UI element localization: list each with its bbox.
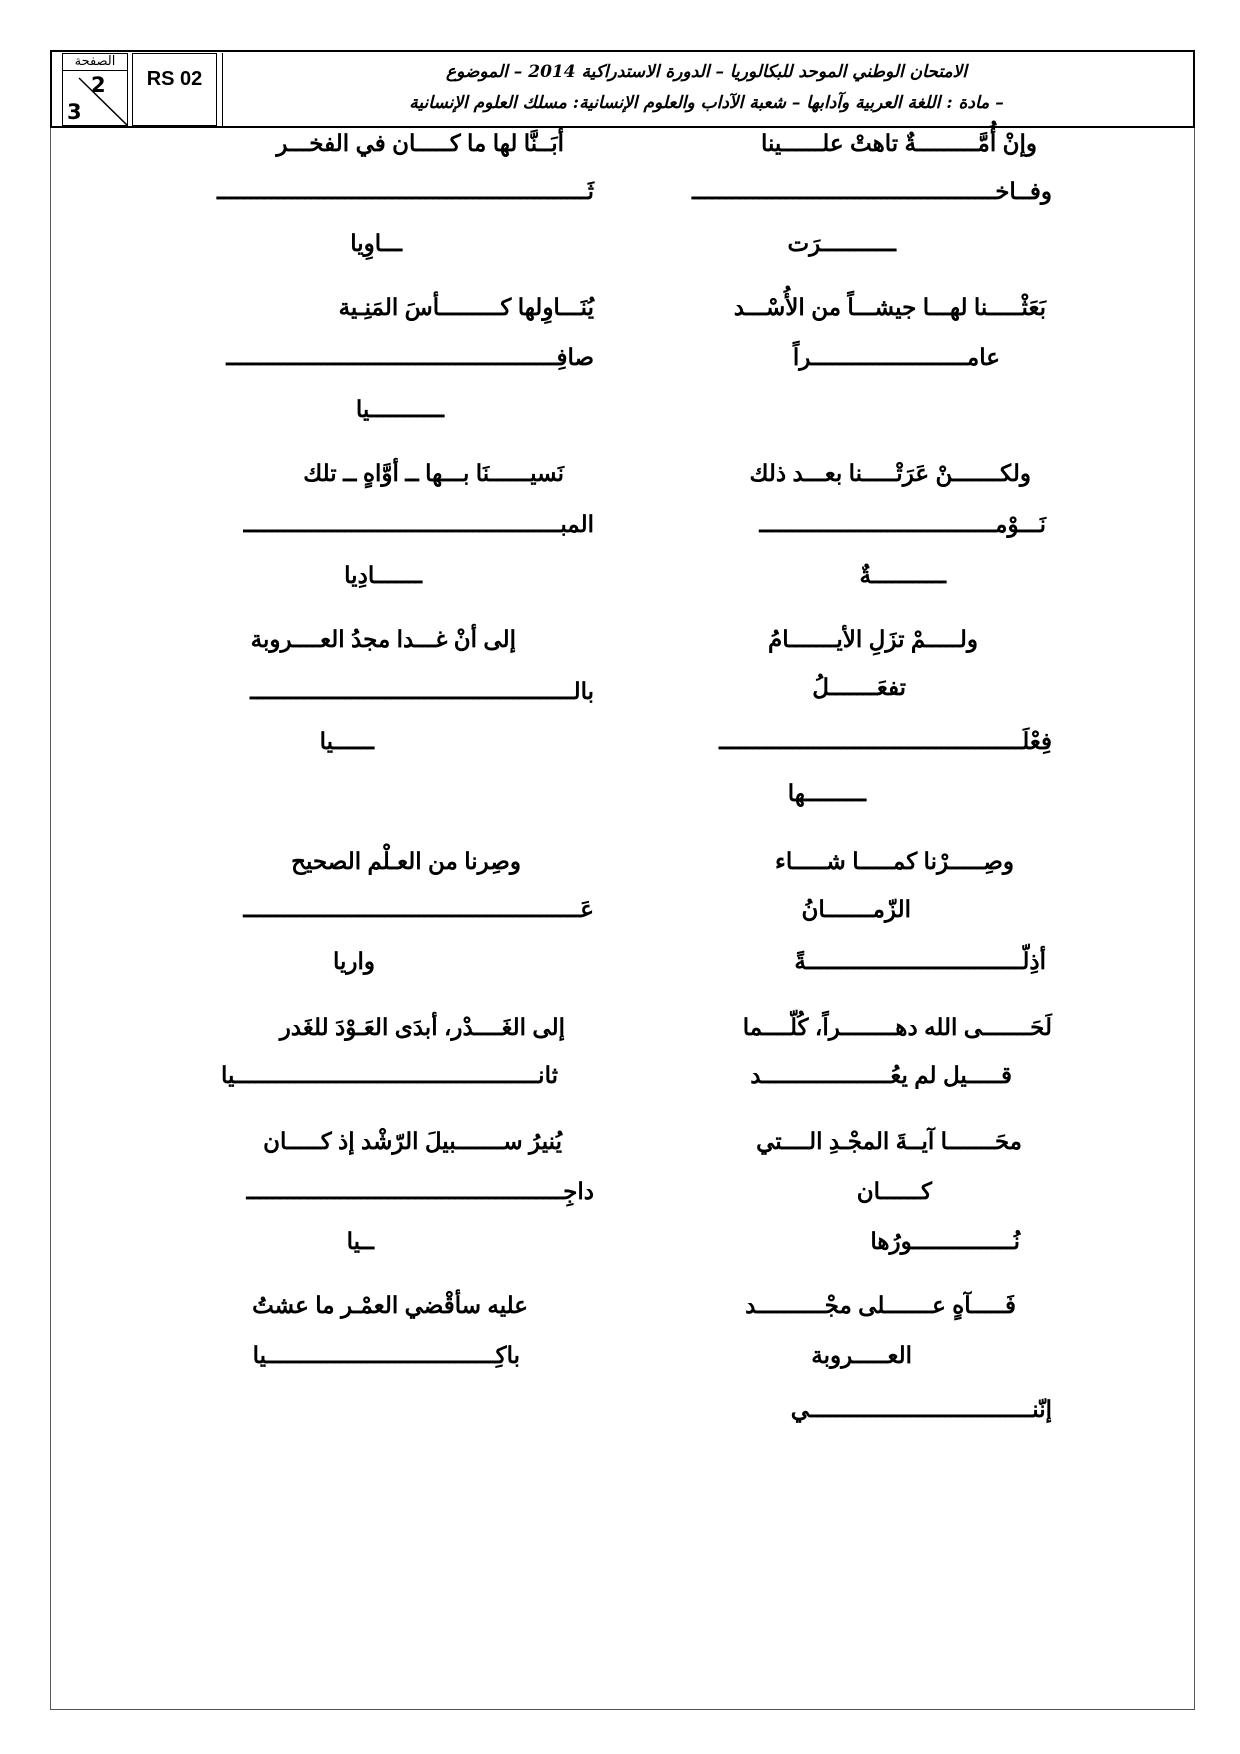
poem	[56, 128, 1146, 1588]
poem-line: ـــــــــــةٌ	[859, 562, 946, 588]
poem-line: نَـــوْمـــــــــــــــــــــــــــــــــــ	[759, 511, 1046, 537]
poem-line: وفــاخـــــــــــــــــــــــــــــــــــــــــــــ	[691, 178, 1052, 204]
poem-line: ولـــــمْ تزَلِ الأيـــــــامُ	[767, 626, 978, 652]
exam-title-line-1: الامتحان الوطني الموحد للبكالوريا – الدورة الاستدراكية 2014 – الموضوع	[446, 62, 967, 82]
poem-line: واريا	[332, 948, 375, 974]
poem-line: عامـــــــــــــــــــــــراً	[792, 344, 1000, 370]
poem-line: نُـــــــــــــــورُها	[870, 1228, 1020, 1254]
poem-line: ـــــــــــيا	[355, 396, 444, 422]
poem-line: كــــــان	[856, 1178, 932, 1204]
poem-line: ثانـــــــــــــــــــــــــــــــــــــــــــــيا	[221, 1062, 558, 1088]
subject-code: RS 02	[132, 53, 217, 126]
poem-line: وصِـــــرْنا كمـــــا شـــــاء	[775, 848, 1014, 874]
poem-line: الزّمـــــــانُ	[801, 896, 911, 922]
poem-line: إلى أنْ غـــدا مجدُ العــــروبة	[250, 626, 516, 652]
poem-line: محَـــــــا آيــةَ المجْـدِ الــــتي	[756, 1128, 1022, 1154]
poem-line: ـــــــادِيا	[344, 562, 422, 588]
exam-header	[50, 50, 1195, 128]
poem-line: ـــــــــــرَت	[787, 230, 896, 256]
poem-line: ولكـــــــنْ عَرَتْـــــنا بعـــد ذلك	[749, 460, 1031, 486]
poem-line: يُنَـــاوِلها كـــــــــأسَ المَنِـية	[338, 294, 594, 320]
poem-line: تفعَـــــــلُ	[812, 674, 906, 700]
poem-line: ثَـــــــــــــــــــــــــــــــــــــــــــــــــــــــ	[216, 178, 594, 204]
poem-line: بالــــــــــــــــــــــــــــــــــــــــــــــــ	[250, 678, 594, 704]
poem-line: بَعَثْـــــنا لهـــا جيشـــاً من الأُسْـــد	[733, 294, 1046, 320]
poem-line: وإنْ أُمَّـــــــــةٌ تاهتْ علــــــينا	[760, 130, 1037, 156]
poem-line: إنّنـــــــــــــــــــــــــــــــــي	[790, 1396, 1052, 1422]
poem-line: أبَــنَّا لها ما كـــــان في الفخـــر	[276, 130, 564, 156]
poem-line: فِعْلَـــــــــــــــــــــــــــــــــــــــــــــ	[719, 728, 1052, 754]
poem-line: نَسيــــــنَا بـــها ــ أوَّاهٍ ــ تلك	[303, 460, 564, 486]
poem-line: ـــــــــها	[787, 780, 866, 806]
poem-line: أذِلّــــــــــــــــــــــــــــــــةً	[794, 948, 1046, 974]
poem-line: عَــــــــــــــــــــــــــــــــــــــــــــــــــ	[243, 896, 594, 922]
exam-title	[222, 53, 1190, 126]
poem-line: لَحَـــــــى الله دهــــــــراً، كُلّــــما	[742, 1014, 1052, 1040]
page-number: 2	[91, 73, 106, 97]
exam-title-line-2: – مادة : اللغة العربية وآدابها – شعبة الآداب والعلوم الإنسانية: مسلك العلوم الإنسانية	[409, 93, 1004, 113]
poem-line: ـــاوِيا	[350, 230, 402, 256]
poem-line: عليه سأقْضي العمْـر ما عشتُ	[252, 1292, 528, 1318]
poem-line: قـــــيل لم يعُـــــــــــــــــــد	[750, 1062, 1012, 1088]
poem-line: ــيا	[346, 1228, 374, 1254]
page-total: 3	[67, 100, 82, 124]
poem-line: صافِـــــــــــــــــــــــــــــــــــــــــــــــــ	[226, 344, 594, 370]
poem-line: يُنيرُ ســـــــبيلَ الرّشْد إذ كـــــان	[263, 1128, 562, 1154]
page-number-box	[62, 53, 128, 126]
poem-line: العـــــروبة	[811, 1342, 912, 1368]
poem-line: ــــــيا	[319, 728, 374, 754]
poem-line: فَـــــآهٍ عـــــــلى مجْــــــــــد	[745, 1292, 1016, 1318]
poem-line: باكِــــــــــــــــــــــــــــــــــيا	[252, 1342, 520, 1368]
poem-line: داجِـــــــــــــــــــــــــــــــــــــــــــــــ	[246, 1178, 594, 1204]
poem-line: إلى الغَــــدْر، أبدَى العَـوْدَ للغَدر	[279, 1014, 565, 1040]
poem-line: المبـــــــــــــــــــــــــــــــــــــــــــــــ	[243, 511, 594, 537]
page-label: الصفحة	[63, 54, 127, 71]
poem-line: وصِرنا من العـلْم الصحيح	[291, 848, 521, 874]
